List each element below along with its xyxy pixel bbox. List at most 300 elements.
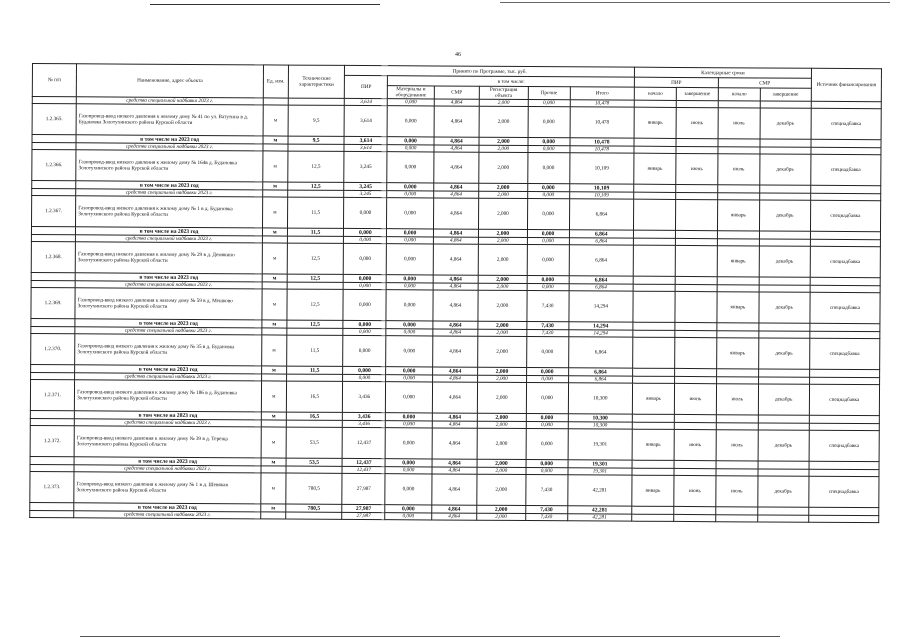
cell-smr: 4,864 (433, 283, 478, 290)
cell-total-label: в том числе на 2023 год (76, 181, 263, 190)
cell-empty (716, 515, 758, 522)
cell-other: 0,000 (526, 422, 568, 429)
cell-id: 1.2.370. (31, 333, 75, 364)
header-unit: Ед. изм. (263, 65, 288, 98)
cell-smr: 4,864 (433, 183, 478, 191)
cell-pir: 3,436 (343, 412, 386, 420)
cell-empty (31, 227, 75, 235)
cell-smr-start: июль (716, 430, 758, 461)
cell-pir-start (634, 199, 676, 230)
cell-tech: 9,5 (288, 105, 345, 136)
cell-smr: 4,864 (434, 145, 479, 152)
cell-id: 1.2.368. (31, 241, 75, 272)
cell-pir: 0,000 (343, 289, 386, 320)
cell-pir: 3,245 (344, 190, 387, 197)
cell-pir: 0,000 (343, 335, 386, 366)
cell-other: 0,000 (526, 414, 568, 422)
cell-total: 6,864 (569, 284, 634, 291)
cell-pir-start: январь (632, 475, 674, 506)
cell-sub-label: средства специальной надбавки 2023 г. (74, 465, 261, 473)
cell-empty (632, 460, 674, 468)
cell-mat: 0,000 (386, 290, 433, 321)
cell-sub-label: средства специальной надбавки 2023 г. (76, 189, 263, 197)
cell-other: 7,430 (525, 514, 567, 521)
cell-smr: 4,864 (432, 428, 477, 459)
cell-smr-end: декабрь (760, 108, 811, 139)
cell-total: 10,478 (570, 146, 635, 153)
cell-mat: 0,000 (386, 375, 432, 382)
cell-other: 0,000 (526, 368, 568, 376)
cell-empty (632, 506, 674, 514)
cell-mat: 0,000 (386, 413, 432, 421)
cell-unit: м (262, 320, 287, 328)
table-row-object (31, 241, 880, 277)
cell-smr-start: январь (717, 200, 759, 231)
cell-empty (716, 369, 758, 377)
cell-other: 0,000 (528, 138, 570, 146)
cell-reg: 2,000 (479, 99, 528, 106)
cell-empty (634, 230, 676, 238)
cell-name: Газопровод-ввод низкого давления к жилому дому № 186 в д. Будановка Золотухинского района Курской области (75, 380, 262, 412)
cell-reg: 2,000 (478, 375, 527, 382)
header-sched-pir: ПИР (634, 77, 718, 88)
cell-sub-label: средства специальной надбавки 2023 г. (74, 511, 261, 519)
cell-other: 7,430 (525, 506, 567, 514)
cell-pir: 27,987 (342, 512, 385, 519)
cell-mat: 0,000 (387, 152, 434, 183)
cell-reg: 2,000 (478, 367, 527, 375)
cell-tech: 12,5 (288, 182, 345, 190)
cell-pir-end: июнь (674, 475, 716, 506)
cell-empty (32, 135, 76, 143)
cell-total: 10,478 (570, 100, 635, 107)
cell-other: 0,000 (528, 100, 570, 107)
cell-source: спецнадбавка (809, 430, 879, 461)
cell-pir: 3,436 (343, 381, 386, 412)
cell-smr: 4,864 (433, 244, 478, 275)
cell-pir-end (675, 245, 717, 276)
cell-smr: 4,864 (433, 290, 478, 321)
cell-smr-end: декабрь (758, 384, 809, 415)
cell-smr: 4,864 (432, 336, 477, 367)
cell-mat: 0,000 (386, 329, 432, 336)
cell-pir-start (633, 245, 675, 276)
cell-reg: 2,000 (479, 137, 528, 145)
cell-total: 6,864 (569, 245, 634, 276)
header-pir: ПИР (345, 75, 388, 98)
cell-empty (676, 184, 718, 192)
cell-reg: 2,000 (477, 459, 526, 467)
cell-smr-start: январь (717, 292, 759, 323)
cell-tech: 12,5 (287, 289, 344, 320)
cell-empty (632, 514, 674, 521)
cell-pir: 0,000 (343, 328, 386, 335)
cell-pir: 0,000 (344, 274, 387, 282)
cell-mat: 0,000 (387, 137, 433, 145)
cell-sub-label: средства специальной надбавки 2023 г. (75, 281, 262, 289)
header-schedule: Календарные сроки (635, 67, 812, 78)
cell-mat: 0,000 (386, 367, 432, 375)
cell-empty (717, 277, 759, 285)
header-source: Источник финансирования (811, 68, 881, 101)
cell-empty (675, 368, 717, 376)
cell-pir-end: июнь (674, 429, 716, 460)
cell-total: 10,300 (568, 383, 633, 414)
cell-pir: 0,000 (344, 197, 387, 228)
cell-empty (634, 184, 676, 192)
cell-sub-label: средства специальной надбавки 2023 г. (76, 143, 263, 151)
header-pir-start: начало (634, 87, 676, 100)
table-row-object (30, 471, 879, 507)
cell-smr: 4,864 (432, 421, 477, 428)
cell-other: 0,000 (527, 284, 569, 291)
cell-smr-start: январь (717, 338, 759, 369)
cell-unit: м (263, 151, 288, 182)
cell-smr: 4,864 (432, 375, 477, 382)
cell-smr: 4,864 (431, 513, 476, 520)
cell-total: 14,294 (568, 322, 633, 330)
cell-sub-label: средства специальной надбавки 2023 г. (76, 97, 263, 105)
cell-mat: 0,000 (387, 244, 434, 275)
cell-other: 0,000 (526, 337, 568, 368)
cell-reg: 2,000 (478, 229, 527, 237)
cell-smr: 4,864 (432, 367, 477, 375)
cell-mat: 0,000 (386, 336, 433, 367)
table-body (30, 97, 882, 523)
cell-pir-start (633, 291, 675, 322)
cell-name: Газопровод-ввод низкого давления к жилому дому № 39 в д. Тереща Золотухинского района Курской области (74, 426, 261, 458)
table-row-object (32, 104, 881, 140)
cell-mat: 0,000 (385, 505, 431, 513)
cell-other: 7,430 (527, 291, 569, 322)
cell-id: 1.2.369. (31, 287, 75, 318)
cell-unit: м (263, 136, 288, 144)
cell-tech: 53,5 (286, 458, 343, 466)
cell-reg: 2,000 (477, 505, 526, 513)
cell-empty (718, 139, 760, 147)
cell-empty (674, 506, 716, 514)
cell-pir: 3,614 (344, 136, 387, 144)
cell-mat: 0,000 (387, 237, 433, 244)
header-name: Наименование, адрес объекта (76, 64, 263, 98)
cell-reg: 2,000 (479, 106, 528, 137)
cell-tech: 16,5 (286, 381, 343, 412)
cell-name: Газопровод-ввод низкого давления к жилому дому № 164в д. Будановка Золотухинского района Курской области (76, 150, 263, 182)
cell-empty (31, 364, 75, 372)
cell-total-label: в том числе на 2023 год (74, 503, 261, 512)
table-row-object (30, 379, 879, 415)
cell-total: 6,864 (569, 238, 634, 245)
cell-empty (675, 322, 717, 330)
cell-smr-end: декабрь (759, 292, 810, 323)
cell-reg: 2,000 (478, 275, 527, 283)
header-sched-smr: СМР (718, 78, 811, 89)
cell-mat: 0,000 (387, 275, 433, 283)
cell-smr-start: июль (716, 384, 758, 415)
table-row-object (30, 425, 879, 461)
cell-tech: 12,5 (288, 151, 345, 182)
cell-empty (30, 502, 74, 510)
cell-empty (675, 230, 717, 238)
cell-empty (716, 507, 758, 515)
header-mat: Материалы и оборудование (388, 86, 434, 99)
cell-total: 14,294 (568, 330, 633, 337)
cell-pir-start: январь (634, 153, 676, 184)
header-total: Итого (570, 87, 635, 100)
cell-mat: 0,000 (385, 459, 431, 467)
cell-total: 6,864 (569, 199, 634, 230)
cell-pir: 27,987 (342, 504, 385, 512)
cell-empty (674, 460, 716, 468)
cell-reg: 2,000 (477, 428, 526, 459)
cell-other: 0,000 (526, 376, 568, 383)
cell-reg: 2,000 (479, 145, 528, 152)
cell-tech: 780,5 (286, 504, 343, 512)
cell-smr-end: декабрь (758, 476, 809, 507)
cell-smr: 4,864 (432, 505, 477, 513)
cell-empty (808, 515, 878, 522)
cell-pir: 3,614 (344, 144, 387, 151)
cell-total: 6,864 (568, 376, 633, 383)
cell-other: 0,000 (527, 192, 569, 199)
cell-pir-end (675, 337, 717, 368)
cell-total-label: в том числе на 2023 год (74, 411, 261, 420)
cell-unit: м (261, 366, 286, 374)
header-tech: Технические характеристики (288, 65, 345, 98)
cell-name: Газопровод-ввод низкого давления к жилому дому № 29 в д. Демякино Золотухинского района Курской области (75, 242, 262, 274)
cell-total-label: в том числе на 2023 год (75, 319, 262, 328)
cell-empty (676, 138, 718, 146)
cell-empty (717, 323, 759, 331)
cell-smr: 4,864 (433, 321, 478, 329)
cell-other: 7,430 (527, 330, 569, 337)
cell-source: спецнадбавка (810, 292, 880, 323)
header-reg: Регистрация объекта (479, 86, 528, 99)
cell-other: 0,000 (527, 238, 569, 245)
cell-reg: 2,000 (477, 474, 526, 505)
cell-pir: 0,000 (343, 282, 386, 289)
cell-pir-end (675, 199, 717, 230)
cell-unit: м (261, 504, 286, 512)
cell-pir: 0,000 (343, 320, 386, 328)
scan-edge-top-right (500, 2, 890, 3)
cell-name: Газопровод-ввод низкого давления к жилому дому № 1 в д. Будановка Золотухинского района Курской области (76, 196, 263, 228)
cell-reg: 2,000 (477, 382, 526, 413)
cell-tech: 11,5 (286, 366, 343, 374)
cell-smr: 4,864 (434, 137, 479, 145)
cell-total: 14,294 (568, 291, 633, 322)
cell-smr: 4,864 (433, 237, 478, 244)
cell-tech: 53,5 (286, 427, 343, 458)
cell-reg: 2,000 (478, 321, 527, 329)
cell-pir: 3,614 (344, 105, 387, 136)
cell-tech: 16,5 (286, 412, 343, 420)
cell-pir: 12,437 (342, 458, 385, 466)
cell-smr: 4,864 (433, 198, 478, 229)
cell-total-label: в том числе на 2023 год (75, 365, 262, 374)
cell-reg: 2,000 (477, 421, 526, 428)
cell-empty (30, 410, 74, 418)
cell-pir-end: июнь (676, 153, 718, 184)
cell-name: Газопровод-ввод низкого давления к жилому дому № 1 в д. Шевякая Золотухинского района Курской области (74, 472, 261, 504)
cell-mat: 0,000 (386, 321, 432, 329)
cell-smr-end: декабрь (758, 338, 809, 369)
cell-empty (716, 415, 758, 423)
cell-id: 1.2.365. (32, 104, 76, 135)
cell-smr-start: июль (718, 154, 760, 185)
header-money-group: Принято по Программе, тыс. руб. (345, 65, 635, 77)
cell-tech: 12,5 (287, 274, 344, 282)
cell-unit: м (262, 335, 287, 366)
cell-pir-end: июнь (674, 383, 716, 414)
cell-mat: 0,000 (387, 106, 434, 137)
cell-total-label: в том числе на 2023 год (76, 227, 263, 236)
cell-other: 0,000 (528, 146, 570, 153)
cell-id: 1.2.367. (32, 196, 76, 227)
cell-name: Газопровод-ввод низкого давления к жилому дому № 59 в д. Мешково Золотухинского района Курской области (75, 288, 262, 320)
cell-empty (633, 322, 675, 330)
cell-reg: 2,000 (477, 413, 526, 421)
cell-pir: 0,000 (344, 243, 387, 274)
scan-edge-bottom (80, 636, 780, 637)
cell-source: спецнадбавка (810, 200, 880, 231)
cell-id: 1.2.371. (30, 379, 74, 410)
cell-pir: 0,000 (343, 366, 386, 374)
cell-tech: 11,5 (287, 228, 344, 236)
cell-empty (674, 414, 716, 422)
cell-unit: м (261, 458, 286, 466)
cell-pir-end: июнь (676, 107, 718, 138)
cell-reg: 2,000 (479, 152, 528, 183)
cell-other: 0,000 (527, 184, 569, 192)
cell-other: 7,430 (525, 475, 567, 506)
cell-unit: м (263, 182, 288, 190)
cell-pir: 0,000 (344, 236, 387, 243)
cell-other: 0,000 (527, 199, 569, 230)
cell-reg: 2,000 (478, 244, 527, 275)
cell-unit: м (263, 105, 288, 136)
cell-reg: 2,000 (479, 198, 528, 229)
cell-other: 0,000 (526, 429, 568, 460)
cell-unit: м (262, 274, 287, 282)
cell-pir-end (675, 291, 717, 322)
cell-pir-start (633, 337, 675, 368)
cell-empty (757, 515, 808, 522)
cell-smr: 4,864 (432, 467, 477, 474)
header-other: Прочие (528, 87, 570, 100)
cell-pir: 3,245 (344, 182, 387, 190)
cell-unit: м (261, 381, 286, 412)
cell-empty (632, 414, 674, 422)
cell-empty (716, 461, 758, 469)
cell-unit: м (262, 243, 287, 274)
cell-unit: м (262, 197, 287, 228)
cell-smr-end: декабрь (758, 430, 809, 461)
cell-unit: м (261, 427, 286, 458)
cell-empty (286, 512, 343, 519)
cell-empty (674, 514, 716, 521)
cell-smr: 4,864 (434, 106, 479, 137)
cell-smr-end: декабрь (759, 246, 810, 277)
program-table (29, 63, 882, 523)
cell-smr: 4,864 (433, 191, 478, 198)
cell-total: 42,281 (567, 514, 632, 521)
cell-total: 10,109 (569, 192, 634, 199)
cell-mat: 0,000 (385, 428, 432, 459)
cell-id: 1.2.366. (32, 150, 76, 181)
cell-name: Газопровод-ввод низкого давления к жилому дому № 35 в д. Будановка Золотухинского района Курской области (75, 334, 262, 366)
table-row-object (32, 196, 881, 232)
cell-smr: 4,864 (432, 459, 477, 467)
cell-unit: м (262, 289, 287, 320)
cell-smr-start: июль (716, 476, 758, 507)
cell-pir: 3,614 (345, 98, 388, 105)
cell-empty (261, 512, 286, 519)
cell-empty (717, 231, 759, 239)
cell-reg: 2,000 (477, 467, 526, 474)
cell-empty (633, 368, 675, 376)
cell-mat: 0,000 (387, 183, 433, 191)
cell-mat: 0,000 (387, 198, 434, 229)
cell-smr: 4,864 (432, 413, 477, 421)
cell-pir: 3,436 (343, 420, 386, 427)
table-row-object (32, 150, 881, 186)
cell-id: 1.2.373. (30, 471, 74, 502)
cell-unit: м (261, 473, 286, 504)
header-smr-start: начало (718, 88, 760, 101)
cell-total-label: в том числе на 2023 год (74, 457, 261, 466)
cell-reg: 2,000 (478, 336, 527, 367)
cell-total: 42,281 (567, 475, 632, 506)
cell-total: 6,864 (568, 337, 633, 368)
cell-reg: 2,000 (478, 283, 527, 290)
cell-smr-start: январь (717, 246, 759, 277)
cell-total: 6,864 (568, 368, 633, 376)
cell-total-label: в том числе на 2023 год (75, 273, 262, 282)
cell-source: спецнадбавка (809, 476, 879, 507)
cell-pir: 0,000 (343, 374, 386, 381)
cell-pir-start: январь (634, 107, 676, 138)
cell-total: 10,478 (570, 138, 635, 146)
cell-reg: 2,000 (478, 290, 527, 321)
header-num: № п/п (32, 64, 76, 97)
header-smr: СМР (434, 86, 479, 99)
cell-smr-start: июль (718, 108, 760, 139)
cell-total: 19,301 (568, 468, 633, 475)
cell-mat: 0,000 (387, 145, 433, 152)
cell-empty (31, 318, 75, 326)
cell-total: 10,109 (569, 184, 634, 192)
cell-empty (30, 510, 74, 517)
table-row-object (31, 287, 880, 323)
cell-pir: 3,245 (344, 151, 387, 182)
cell-other: 0,000 (527, 276, 569, 284)
cell-other: 0,000 (527, 245, 569, 276)
cell-mat: 0,000 (386, 283, 432, 290)
cell-reg: 2,000 (478, 329, 527, 336)
cell-total: 10,109 (569, 153, 634, 184)
cell-tech: 780,5 (286, 473, 343, 504)
header-smr-end: завершение (760, 88, 811, 101)
cell-smr: 4,864 (434, 99, 479, 106)
cell-total: 42,281 (567, 506, 632, 514)
cell-empty (718, 185, 760, 193)
cell-total: 10,478 (570, 107, 635, 138)
cell-mat: 0,000 (387, 229, 433, 237)
cell-reg: 2,000 (478, 237, 527, 244)
cell-pir-start: январь (632, 383, 674, 414)
cell-smr: 4,864 (433, 329, 478, 336)
